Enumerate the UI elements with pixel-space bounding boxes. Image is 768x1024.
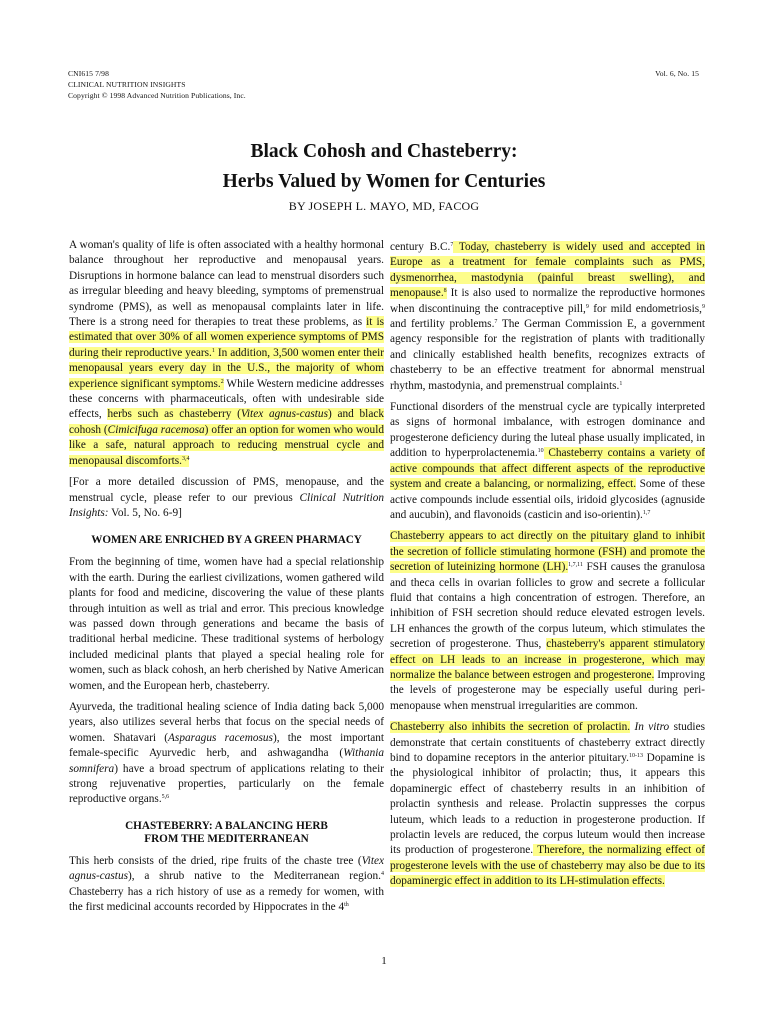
footnote-ref: 9 bbox=[585, 303, 589, 310]
highlight: Chasteberry appears to act directly on the pituitary gland to inhibit the secretion of follicle stimulating hormone (FSH) and promote the secretion of luteinizing hormone (LH). bbox=[390, 530, 705, 574]
footnote-ref: 4 bbox=[381, 871, 384, 878]
volume-number: Vol. 6, No. 15 bbox=[655, 69, 699, 78]
latin-phrase: In vitro bbox=[630, 721, 670, 734]
text: ), the most important female-specific Ayurvedic herb, and ashwagandha ( bbox=[69, 731, 385, 760]
intro-paragraph bbox=[69, 238, 384, 469]
footnote-ref: 1,7,11 bbox=[568, 562, 583, 569]
footnote-ref: 9 bbox=[702, 303, 705, 310]
paragraph bbox=[390, 529, 705, 714]
footnote-ref: 7 bbox=[450, 242, 454, 248]
publication-name: CLINICAL NUTRITION INSIGHTS bbox=[68, 80, 186, 89]
footnote-ref: 1,7 bbox=[642, 509, 651, 516]
article-title bbox=[0, 137, 768, 197]
title-line-2: Herbs Valued by Women for Centuries bbox=[222, 171, 546, 192]
section-heading: WOMEN ARE ENRICHED BY A GREEN PHARMACY bbox=[91, 534, 362, 547]
text: [For a more detailed discussion of PMS, menopause, and the menstrual cycle, please refer to our previous bbox=[69, 476, 384, 504]
text: Some of these active compounds include essential oils, iridoid glycosides (agnuside and aucubin), and flavonoids (casticin and iso-orientin). bbox=[390, 478, 705, 521]
title-line-1: Black Cohosh and Chasteberry: bbox=[250, 141, 518, 162]
latin-name: Vitex agnus-castus bbox=[240, 408, 328, 421]
text: While Western medicine addresses these concerns with pharmaceuticals, often with undesirable side effects, bbox=[69, 377, 384, 421]
footnote-ref: 10 bbox=[537, 448, 544, 455]
text: century B.C. bbox=[390, 241, 451, 253]
paragraph bbox=[390, 240, 705, 394]
left-column bbox=[69, 238, 384, 921]
copyright-line: Copyright © 1998 Advanced Nutrition Publications, Inc. bbox=[68, 91, 246, 100]
footnote-ref: 10-13 bbox=[628, 753, 643, 759]
latin-name: Cimicifuga racemosa bbox=[107, 423, 205, 436]
text: studies demonstrate that certain constituents of chasteberry extract directly bind to dopamine receptors in the anterior pituitary. bbox=[390, 721, 705, 764]
text: FSH causes the granulosa and theca cells in ovarian follicles to grow and secrete a follicular fluid that contains a high concentration of estrogen. Therefore, an inhibition of FSH secretion should reduce elevated estrogen levels. LH enhances the growth of the corpus luteum, which stimulates the secretion of progesterone. Thus, bbox=[390, 561, 705, 651]
text: and fertility problems. bbox=[390, 318, 495, 331]
footnote-ref: 2 bbox=[220, 378, 224, 385]
section-heading-line: FROM THE MEDITERRANEAN bbox=[144, 832, 309, 845]
text: Functional disorders of the menstrual cycle are typically interpreted as signs of hormonal imbalance, with estrogen dominance and progesterone deficiency during the luteal phase usually implicated, in addition to hyperprolactenemia. bbox=[390, 401, 705, 460]
text: It is also used to normalize the reproductive hormones when discontinuing the contraceptive pill, bbox=[390, 287, 705, 315]
superscript: th bbox=[344, 902, 349, 909]
publication-ref: Clinical Nutrition Insights: bbox=[69, 491, 385, 519]
right-column bbox=[390, 240, 705, 896]
text: Ayurveda, the traditional healing science of India dating back 5,000 years, also utilizes several herbs that focus on the special needs of women. Shatavari ( bbox=[69, 700, 384, 744]
text: ) have a broad spectrum of applications relating to their strong rejuvenative properties, particularly on the female reproductive organs. bbox=[69, 762, 384, 806]
paragraph bbox=[69, 700, 384, 808]
section-heading-line: CHASTEBERRY: A BALANCING HERB bbox=[125, 819, 328, 832]
paragraph: From the beginning of time, women have had a special relationship with the earth. During the earliest civilizations, women gathered wild plants for food and medicine, discovering the value of these plants through intuition as well as trial and error. This precious knowledge was passed down through generations and became the basis of traditional herbal medicine. These traditional systems of herbology included medicinal plants that played a special healing role for women, such as black cohosh, an herb cherished by Native American women, and the European herb, chasteberry. bbox=[69, 556, 384, 692]
footnote-ref: 5,6 bbox=[161, 794, 170, 801]
text: In addition, 3,500 women enter their menopausal years every day in the U.S., the majority of whom experience significant symptoms. bbox=[69, 346, 384, 390]
footnote-ref: 1 bbox=[619, 380, 623, 387]
section-heading bbox=[69, 820, 384, 846]
text: Improving the levels of progesterone may be especially useful during peri-menopause when menstrual irregularities are common. bbox=[390, 668, 705, 712]
masthead bbox=[68, 68, 246, 101]
footnote-ref: 3,4 bbox=[181, 455, 190, 462]
issue-code: CNI615 7/98 bbox=[68, 69, 109, 78]
footnote-ref: 7 bbox=[494, 319, 498, 326]
latin-name: Vitex agnus-castus bbox=[69, 854, 384, 883]
footnote-ref: 1 bbox=[211, 347, 215, 354]
latin-name: Withania somnifera bbox=[69, 747, 384, 775]
footnote-ref: 8 bbox=[443, 288, 447, 295]
highlight: Chasteberry contains a variety of active compounds that affect different aspects of the reproductive system and create a balancing, or normalizing, effect. bbox=[390, 447, 705, 491]
text: Dopamine is the physiological inhibitor of prolactin; thus, it appears this dopaminergic effect of chasteberry results in an inhibition of prolactin synthesis and release. Prolactin suppresses the corpus luteum, which leads to a reduction in progesterone production. If prolactin levels are reduced, the corpus luteum would then increase its production of progesterone. bbox=[390, 752, 705, 857]
text: for mild endometriosis, bbox=[588, 302, 702, 315]
reference-note bbox=[69, 475, 384, 521]
byline: BY JOSEPH L. MAYO, MD, FACOG bbox=[288, 199, 480, 213]
text: The German Commission E, a government agency responsible for the registration of plants with traditionally and clinically established health benefits, recognizes extracts of chasteberry to be an effective treatment for abnormal menstrual rhythm, mastodynia, and premenstrual complaints. bbox=[390, 318, 705, 392]
text: herbs such as chasteberry ( bbox=[107, 408, 241, 421]
text: This herb consists of the dried, ripe fruits of the chaste tree ( bbox=[69, 854, 362, 867]
paragraph bbox=[390, 720, 705, 889]
highlight: chasteberry's apparent stimulatory effect on LH leads to an increase in progesterone, which may normalize the balance between estrogen and progesterone. bbox=[390, 638, 705, 681]
paragraph bbox=[69, 854, 384, 916]
text: Chasteberry has a rich history of use as a remedy for women, with the first medicinal accounts recorded by Hippocrates in the 4 bbox=[69, 885, 384, 914]
latin-name: Asparagus racemosus bbox=[168, 731, 273, 744]
text: ) offer an option for women who would like a safe, natural approach to reducing menstrual cycle and menopausal discomforts. bbox=[69, 423, 384, 467]
paragraph bbox=[390, 400, 705, 523]
text: it is estimated that over 30% of all women experience symptoms of PMS during their reproductive years. bbox=[69, 316, 385, 359]
text: Vol. 5, No. 6-9] bbox=[108, 506, 182, 519]
text: ), a shrub native to the Mediterranean region. bbox=[128, 870, 381, 883]
text: A woman's quality of life is often associated with a healthy hormonal balance throughout her reproductive and menopausal years. Disruptions in hormone balance can lead to menstrual disorders such as irregular bleeding and heavy bleeding, symptoms of premenstrual syndrome (PMS), as well as menopausal complaints later in life. There is a strong need for therapies to treat these problems, as bbox=[69, 239, 384, 329]
text: ) and black cohosh ( bbox=[69, 408, 384, 436]
text: Today, chasteberry is widely used and accepted in Europe as a treatment for female complaints such as PMS, dysmenorrhea, mastodynia (painful breast swelling), and menopause. bbox=[390, 241, 705, 300]
highlight: Chasteberry also inhibits the secretion of prolactin. bbox=[390, 721, 631, 734]
page-number: 1 bbox=[381, 955, 387, 967]
highlight: Therefore, the normalizing effect of progesterone levels with the use of chasteberry may also be due to its dopaminergic effect in addition to its LH-stimulation effects. bbox=[390, 844, 705, 888]
highlight bbox=[69, 408, 384, 466]
